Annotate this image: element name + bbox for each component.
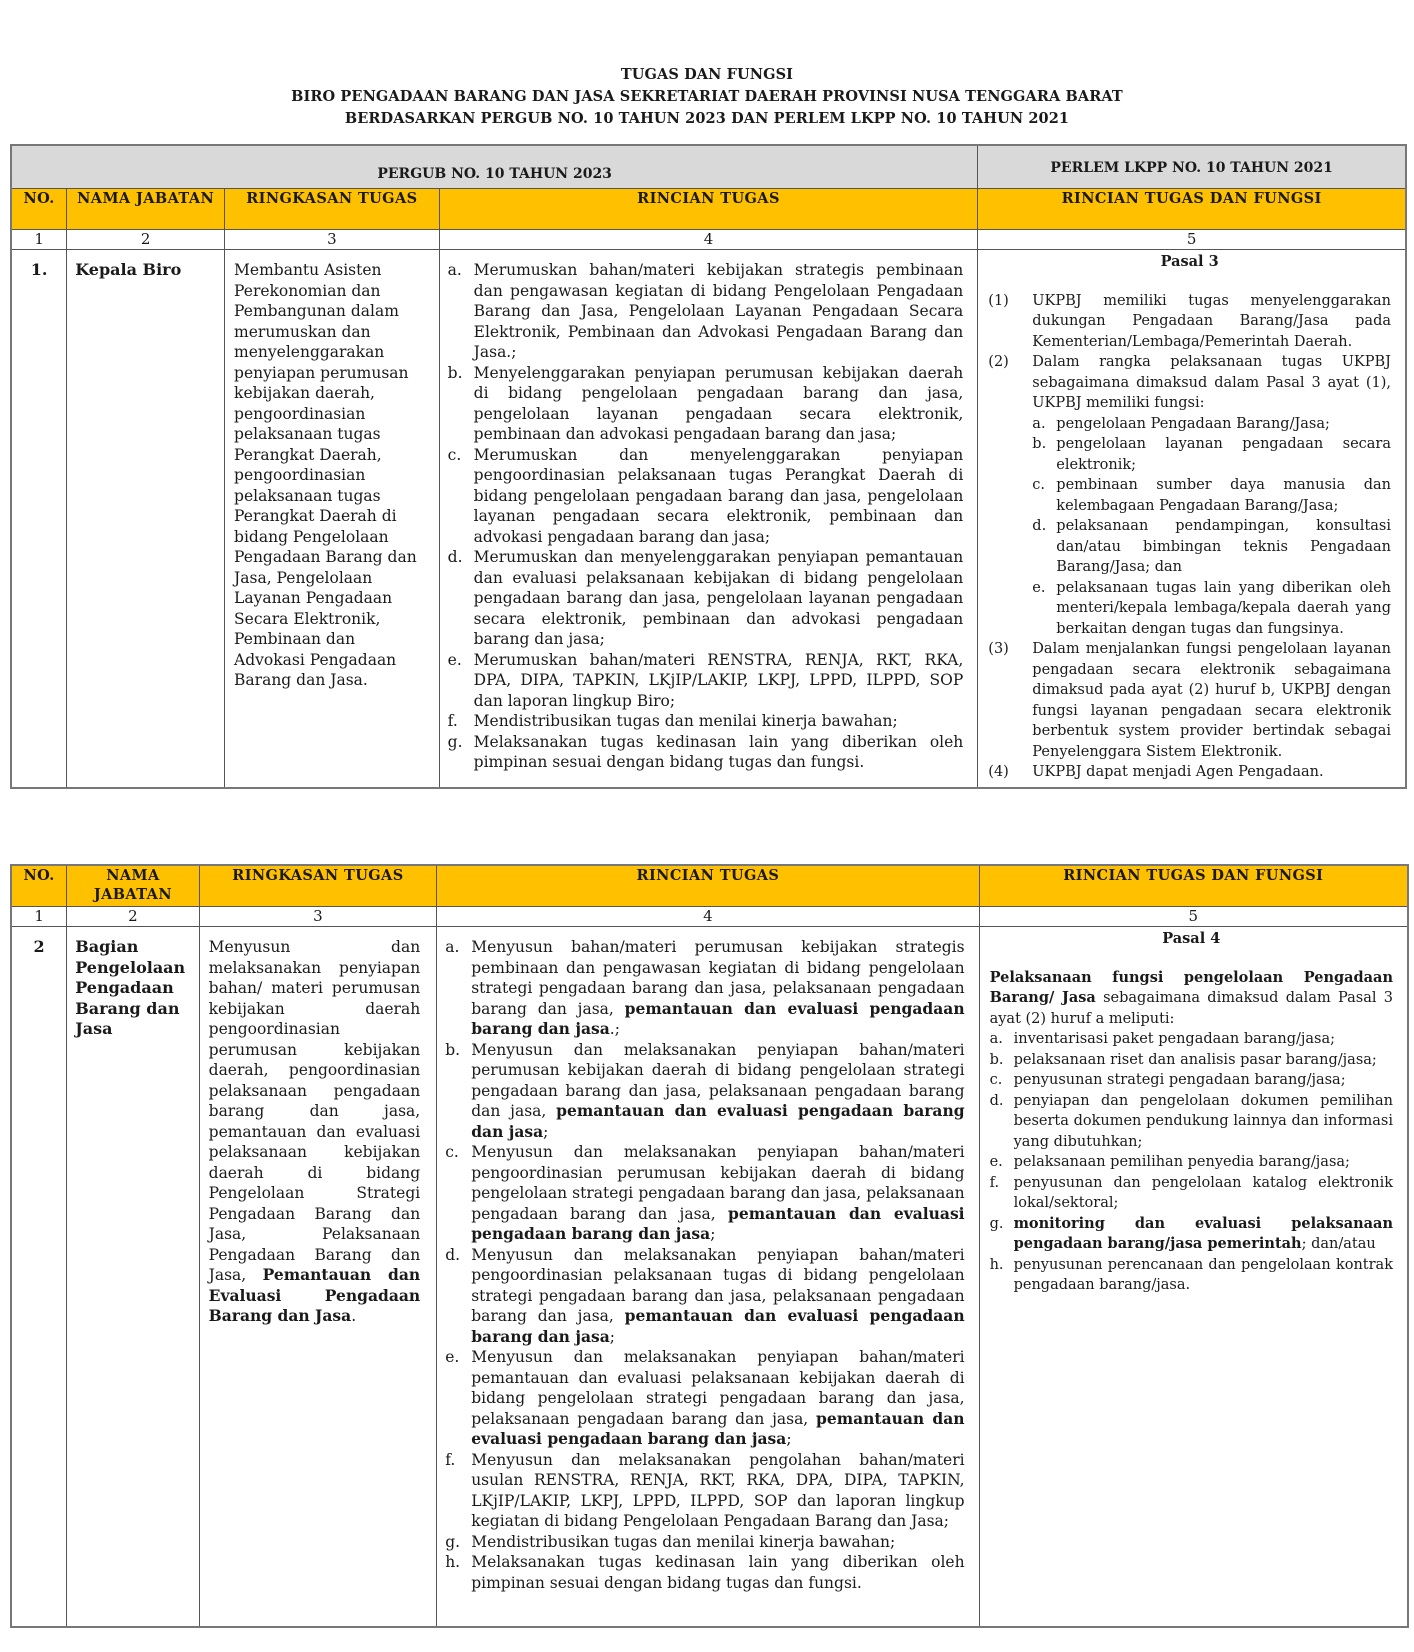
pasal-item xyxy=(990,1029,1393,1050)
col-header-rincian: RINCIAN TUGAS xyxy=(437,865,979,907)
ayat-sub-list xyxy=(1032,414,1391,640)
sub-marker: d. xyxy=(1032,518,1047,534)
item-text: ; dan/atau xyxy=(1301,1236,1376,1252)
duty-summary-text: Menyusun dan melaksanakan penyiapan bahan/ materi perumusan kebijakan daerah pengoordinasian perumusan kebijakan daerah, pengoordinasian pelaksanaan pengadaan barang dan jasa, pemantauan dan evaluasi pelaksanaan kebijakan daerah di bidang Pengelolaan Strategi Pengadaan Barang dan Jasa, Pelaksanaan Pengadaan Barang dan Jasa, xyxy=(208,938,421,1284)
item-marker: g. xyxy=(447,732,463,751)
ayat-text: Dalam rangka pelaksanaan tugas UKPBJ sebagaimana dimaksud dalam Pasal 3 ayat (1), UKPBJ memiliki fungsi: xyxy=(1032,354,1391,411)
pasal-item xyxy=(990,1214,1393,1255)
col-header-no: NO. xyxy=(11,865,67,907)
duty-detail-item xyxy=(448,445,964,548)
ayat-sub-item xyxy=(1032,414,1391,435)
item-text: penyusunan perencanaan dan pengelolaan kontrak pengadaan barang/jasa. xyxy=(1013,1256,1393,1293)
item-text-bold: monitoring dan evaluasi pelaksanaan pengadaan barang/jasa pemerintah xyxy=(1013,1214,1393,1252)
item-marker: d. xyxy=(447,548,463,566)
item-marker: g. xyxy=(445,1532,461,1551)
duty-detail-item xyxy=(445,1040,964,1143)
item-text: Melaksanakan tugas kedinasan lain yang diberikan oleh pimpinan sesuai dengan bidang tugas dan fungsi. xyxy=(471,1553,965,1592)
duty-detail-item xyxy=(448,260,964,363)
pasal-item xyxy=(990,1070,1393,1091)
col-header-rincian-fungsi: RINCIAN TUGAS DAN FUNGSI xyxy=(979,865,1408,907)
item-marker: f. xyxy=(445,1450,456,1469)
col-header-rincian: RINCIAN TUGAS xyxy=(439,189,978,230)
item-marker: e. xyxy=(447,650,462,669)
duty-detail-item xyxy=(445,1245,964,1348)
ayat-text: UKPBJ memiliki tugas menyelenggarakan dukungan Pengadaan Barang/Jasa pada Kementerian/Lembaga/Pemerintah Daerah. xyxy=(1032,292,1391,350)
document-title: TUGAS DAN FUNGSI xyxy=(620,66,794,83)
sub-text: pengelolaan layanan pengadaan secara elektronik; xyxy=(1056,436,1391,473)
ayat-text: Dalam menjalankan fungsi pengelolaan layanan pengadaan secara elektronik sebagaimana dimaksud pada ayat (2) huruf b, UKPBJ dengan fungsi layanan pengadaan secara elektronik berbentuk system provider bertindak sebagai Penyelenggara Sistem Elektronik. xyxy=(1032,641,1391,760)
ayat-marker: (2) xyxy=(988,354,1009,370)
pasal-item xyxy=(990,1173,1393,1214)
item-marker: g. xyxy=(989,1215,1004,1232)
item-text: inventarisasi paket pengadaan barang/jasa; xyxy=(1013,1031,1335,1047)
duty-details xyxy=(439,250,978,788)
perlem-functions xyxy=(978,250,1406,788)
col-number: 5 xyxy=(978,230,1406,250)
col-number: 4 xyxy=(437,907,979,927)
item-text: Mendistribusikan tugas dan menilai kinerja bawahan; xyxy=(473,712,898,730)
item-marker: h. xyxy=(445,1553,461,1571)
pasal-heading: Pasal 3 xyxy=(1160,253,1219,270)
col-number: 3 xyxy=(199,907,437,927)
item-marker: c. xyxy=(445,1143,459,1161)
item-marker: a. xyxy=(989,1031,1003,1047)
col-header-ringkasan: RINGKASAN TUGAS xyxy=(199,865,437,907)
col-number: 1 xyxy=(11,907,67,927)
duty-detail-list xyxy=(445,937,964,1593)
col-number: 4 xyxy=(439,230,978,250)
item-text-end: ; xyxy=(786,1430,792,1448)
group-header-perlem: PERLEM LKPP NO. 10 TAHUN 2021 xyxy=(978,145,1406,189)
item-text: penyusunan strategi pengadaan barang/jasa; xyxy=(1013,1072,1346,1088)
col-header-rincian-fungsi: RINCIAN TUGAS DAN FUNGSI xyxy=(978,189,1406,230)
pasal-heading: Pasal 4 xyxy=(1162,930,1221,947)
item-text: Menyusun bahan/materi perumusan kebijakan strategis pembinaan dan pengawasan kegiatan di bidang pengelolaan strategi pengadaan barang dan jasa, pelaksanaan pengadaan barang dan jasa, xyxy=(471,938,965,1018)
item-marker: f. xyxy=(989,1174,1000,1191)
duty-summary-bold: Pemantauan dan Evaluasi Pengadaan Barang dan Jasa xyxy=(208,1265,421,1325)
duty-summary-end: . xyxy=(351,1307,357,1325)
item-marker: d. xyxy=(445,1245,461,1264)
item-text-bold: pemantauan dan evaluasi pengadaan barang dan jasa xyxy=(471,998,965,1038)
pasal-intro xyxy=(990,968,1393,1030)
position-name: Bagian Pengelolaan Pengadaan Barang dan Jasa xyxy=(67,927,199,1627)
row-number: 1. xyxy=(11,250,67,788)
ayat-sub-item xyxy=(1032,578,1391,640)
col-number: 1 xyxy=(11,230,67,250)
duty-detail-item xyxy=(445,1532,964,1553)
duty-summary xyxy=(199,927,437,1627)
document-basis: BERDASARKAN PERGUB NO. 10 TAHUN 2023 DAN PERLEM LKPP NO. 10 TAHUN 2021 xyxy=(344,110,1070,127)
col-header-nama-jabatan: NAMA JABATAN xyxy=(67,189,225,230)
duty-detail-item xyxy=(448,650,964,712)
position-name: Kepala Biro xyxy=(67,250,225,788)
item-text: Merumuskan dan menyelenggarakan penyiapan pemantauan dan evaluasi pelaksanaan kebijakan di bidang pengelolaan pengadaan barang dan jasa, pengelolaan layanan pengadaan secara elektronik, pembinaan dan advokasi pengadaan barang dan jasa; xyxy=(473,548,964,648)
perlem-functions xyxy=(979,927,1408,1627)
item-text-end: .; xyxy=(609,1020,620,1038)
item-text: penyusunan dan pengelolaan katalog elektronik lokal/sektoral; xyxy=(1013,1174,1393,1211)
row-number: 2 xyxy=(11,927,67,1627)
item-text-end: ; xyxy=(609,1327,615,1346)
duty-detail-item xyxy=(448,547,964,650)
col-number: 5 xyxy=(979,907,1408,927)
item-marker: f. xyxy=(447,712,458,730)
ayat-marker: (3) xyxy=(988,641,1009,657)
item-text: pelaksanaan riset dan analisis pasar barang/jasa; xyxy=(1013,1051,1377,1068)
pasal-intro-bold: Pelaksanaan fungsi pengelolaan Pengadaan Barang/ Jasa xyxy=(989,968,1393,1006)
ayat-list xyxy=(988,291,1391,783)
ayat-text: UKPBJ dapat menjadi Agen Pengadaan. xyxy=(1032,764,1324,780)
duty-detail-item xyxy=(448,711,964,732)
item-text: Menyusun dan melaksanakan penyiapan bahan/materi pengoordinasian perumusan kebijakan daerah di bidang pengelolaan strategi pengadaan barang dan jasa, pelaksanaan pengadaan barang dan jasa, xyxy=(471,1143,965,1223)
col-header-no: NO. xyxy=(11,189,67,230)
pasal-item xyxy=(990,1152,1393,1173)
sub-marker: e. xyxy=(1032,579,1046,596)
item-text: Merumuskan bahan/materi RENSTRA, RENJA, RKT, RKA, DPA, DIPA, TAPKIN, LKjIP/LAKIP, LKPJ, LPPD, ILPPD, SOP dan laporan lingkup Biro; xyxy=(473,650,964,710)
col-header-nama-jabatan: NAMA JABATAN xyxy=(67,865,199,907)
item-marker: e. xyxy=(445,1348,460,1366)
col-header-ringkasan: RINGKASAN TUGAS xyxy=(225,189,440,230)
item-text: Merumuskan dan menyelenggarakan penyiapan pengoordinasian pelaksanaan tugas Perangkat Daerah di bidang pengelolaan pengadaan barang dan jasa, pengelolaan layanan pengadaan secara elektronik, pembinaan dan advokasi pengadaan barang dan jasa; xyxy=(473,445,964,546)
ayat-sub-item xyxy=(1032,516,1391,578)
duty-details xyxy=(437,927,979,1627)
sub-text: pelaksanaan tugas lain yang diberikan oleh menteri/kepala lembaga/kepala daerah yang berkaitan dengan tugas dan fungsinya. xyxy=(1056,579,1391,637)
item-text: Menyusun dan melaksanakan penyiapan bahan/materi pengoordinasian pelaksanaan tugas di bidang pengelolaan strategi pengadaan barang dan jasa, pelaksanaan pengadaan barang dan jasa, xyxy=(471,1245,965,1325)
col-number: 3 xyxy=(225,230,440,250)
ayat-item xyxy=(988,639,1391,762)
ayat-item xyxy=(988,762,1391,783)
sub-text: pengelolaan Pengadaan Barang/Jasa; xyxy=(1056,415,1330,432)
pasal-intro-text: sebagaimana dimaksud dalam Pasal 3 ayat (2) huruf a meliputi: xyxy=(989,990,1393,1027)
item-marker: e. xyxy=(989,1154,1003,1170)
pasal-item xyxy=(990,1050,1393,1071)
document-title-block xyxy=(0,64,1414,130)
sub-marker: b. xyxy=(1032,436,1047,452)
item-text: pelaksanaan pemilihan penyedia barang/jasa; xyxy=(1013,1154,1350,1170)
document-subtitle: BIRO PENGADAAN BARANG DAN JASA SEKRETARIAT DAERAH PROVINSI NUSA TENGGARA BARAT xyxy=(291,88,1123,105)
sub-text: pelaksanaan pendampingan, konsultasi dan/atau bimbingan teknis Pengadaan Barang/Jasa; dan xyxy=(1056,518,1391,575)
ayat-marker: (4) xyxy=(988,764,1009,780)
item-text: Menyusun dan melaksanakan penyiapan bahan/materi pemantauan dan evaluasi pelaksanaan kebijakan daerah di bidang pengelolaan strategi pengadaan barang dan jasa, pelaksanaan pengadaan barang dan jasa, xyxy=(471,1348,965,1428)
ayat-marker: (1) xyxy=(988,292,1009,309)
col-number: 2 xyxy=(67,230,225,250)
item-marker: a. xyxy=(445,938,460,956)
duty-detail-item xyxy=(448,363,964,445)
table-row xyxy=(11,250,1406,788)
item-text-bold: pemantauan dan evaluasi pengadaan barang dan jasa xyxy=(471,1203,965,1243)
duty-detail-item xyxy=(445,1347,964,1450)
item-text-bold: pemantauan dan evaluasi pengadaan barang dan jasa xyxy=(471,1101,965,1141)
item-text: Merumuskan bahan/materi kebijakan strategis pembinaan dan pengawasan kegiatan di bidang Pengelolaan Pengadaan Barang dan Jasa, Pengelolaan Layanan Pengadaan Secara Elektronik, Pembinaan dan Advokasi Pengadaan Barang dan Jasa.; xyxy=(473,261,964,361)
sub-marker: c. xyxy=(1032,477,1046,493)
item-text: penyiapan dan pengelolaan dokumen pemilihan beserta dokumen pendukung lainnya dan informasi yang dibutuhkan; xyxy=(1013,1092,1393,1150)
pasal-item-list xyxy=(990,1029,1393,1296)
table-row xyxy=(11,927,1408,1627)
sub-marker: a. xyxy=(1032,415,1046,432)
ayat-sub-item xyxy=(1032,434,1391,475)
group-header-pergub: PERGUB NO. 10 TAHUN 2023 xyxy=(11,145,978,189)
item-marker: b. xyxy=(447,363,463,382)
item-marker: c. xyxy=(447,445,462,464)
duties-table-1 xyxy=(10,144,1407,789)
item-text: Menyelenggarakan penyiapan perumusan kebijakan daerah di bidang pengelolaan pengadaan barang dan jasa, pengelolaan layanan pengadaan secara elektronik, pembinaan dan advokasi pengadaan barang dan jasa; xyxy=(473,363,964,443)
item-marker: h. xyxy=(989,1256,1004,1273)
ayat-item xyxy=(988,352,1391,639)
item-text-bold: pemantauan dan evaluasi pengadaan barang dan jasa xyxy=(471,1408,965,1448)
item-text-bold: pemantauan dan evaluasi pengadaan barang dan jasa xyxy=(471,1306,965,1346)
ayat-item xyxy=(988,291,1391,353)
duty-detail-item xyxy=(445,1450,964,1532)
duties-table-2 xyxy=(10,864,1409,1628)
col-number: 2 xyxy=(67,907,199,927)
ayat-sub-item xyxy=(1032,475,1391,516)
item-text: Menyusun dan melaksanakan penyiapan bahan/materi perumusan kebijakan daerah di bidang pengelolaan strategi pengadaan barang dan jasa, pelaksanaan pengadaan barang dan jasa, xyxy=(471,1040,965,1120)
duty-detail-list xyxy=(448,260,964,773)
pasal-item xyxy=(990,1255,1393,1296)
duty-detail-item xyxy=(445,937,964,1040)
item-text: Menyusun dan melaksanakan pengolahan bahan/materi usulan RENSTRA, RENJA, RKT, RKA, DPA, DIPA, TAPKIN, LKjIP/LAKIP, LKPJ, LPPD, ILPPD, SOP dan laporan lingkup kegiatan di bidang Pengelolaan Pengadaan Barang dan Jasa; xyxy=(471,1450,965,1530)
item-marker: d. xyxy=(989,1092,1004,1109)
pasal-item xyxy=(990,1091,1393,1153)
item-text: Mendistribusikan tugas dan menilai kinerja bawahan; xyxy=(471,1532,896,1551)
sub-text: pembinaan sumber daya manusia dan kelembagaan Pengadaan Barang/Jasa; xyxy=(1056,477,1391,514)
duty-summary: Membantu Asisten Perekonomian dan Pembangunan dalam merumuskan dan menyelenggarakan penyiapan perumusan kebijakan daerah, pengoordinasian pelaksanaan tugas Perangkat Daerah, pengoordinasian pelaksanaan tugas Perangkat Daerah di bidang Pengelolaan Pengadaan Barang dan Jasa, Pengelolaan Layanan Pengadaan Secara Elektronik, Pembinaan dan Advokasi Pengadaan Barang dan Jasa. xyxy=(225,250,440,788)
item-marker: c. xyxy=(989,1072,1003,1088)
duty-detail-item xyxy=(445,1552,964,1593)
item-text: Melaksanakan tugas kedinasan lain yang diberikan oleh pimpinan sesuai dengan bidang tugas dan fungsi. xyxy=(473,732,964,771)
item-marker: b. xyxy=(989,1051,1004,1068)
item-text-end: ; xyxy=(543,1122,549,1141)
duty-detail-item xyxy=(445,1142,964,1245)
item-text-end: ; xyxy=(710,1225,716,1243)
item-marker: b. xyxy=(445,1040,461,1059)
duty-detail-item xyxy=(448,732,964,773)
item-marker: a. xyxy=(447,261,462,279)
